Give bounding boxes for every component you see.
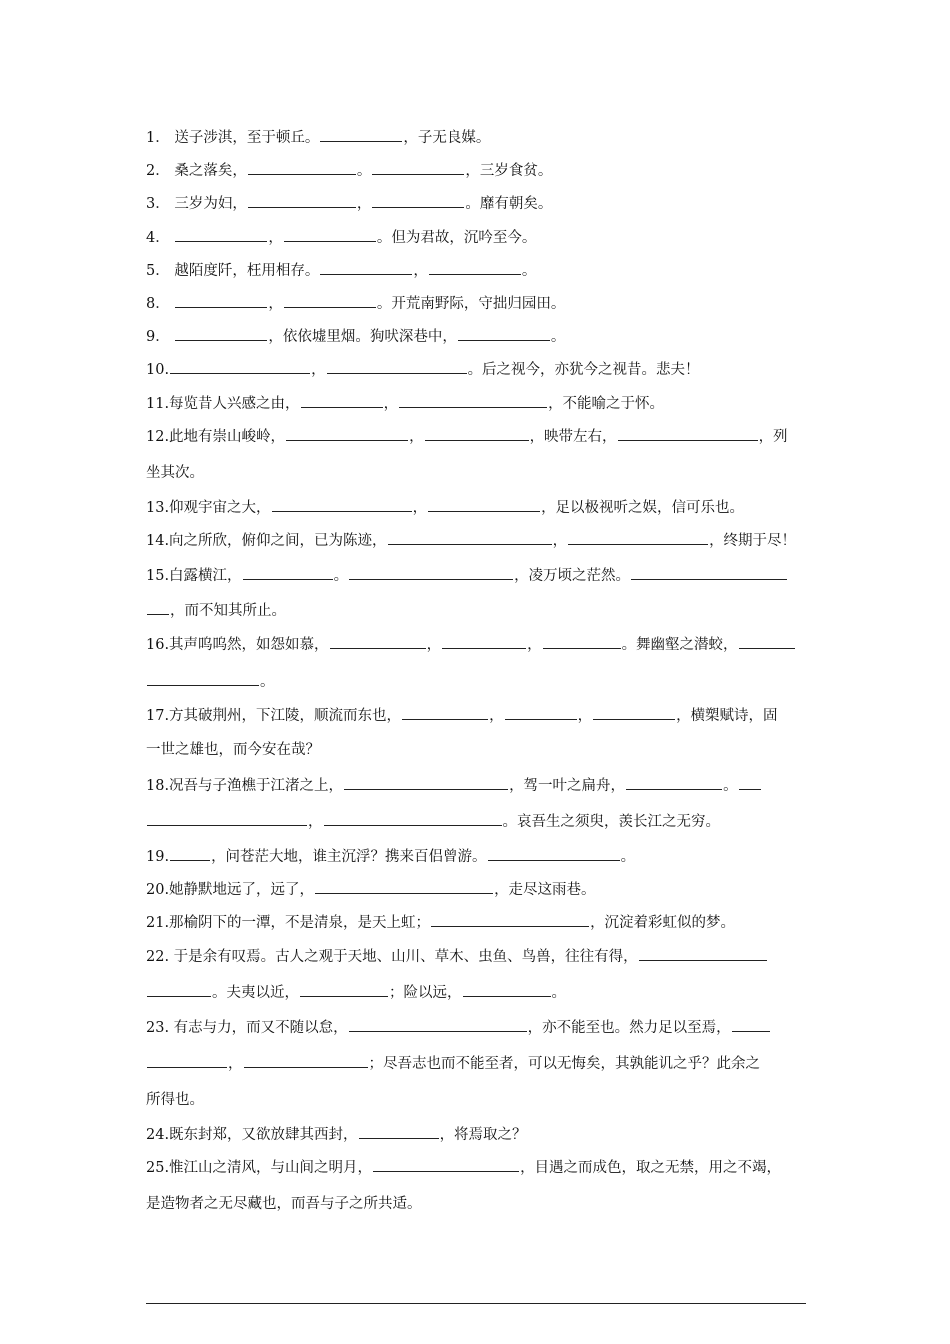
answer-blank[interactable]: [429, 260, 521, 275]
question-23-continued-2: [146, 1090, 816, 1110]
answer-blank[interactable]: [344, 775, 508, 790]
answer-blank[interactable]: [248, 160, 356, 175]
question-text: ，: [412, 500, 428, 516]
question-text: 12.此地有崇山峻岭，: [146, 429, 286, 445]
question-text: 。: [521, 263, 537, 279]
question-text: 1． 送子涉淇，至于顿丘。: [146, 130, 320, 146]
question-15-continued: [146, 600, 816, 621]
answer-blank[interactable]: [147, 1053, 227, 1068]
question-text: 。: [333, 568, 349, 584]
question-text: ，子无良媒。: [403, 130, 491, 146]
question-text: 8．: [146, 296, 175, 312]
answer-blank[interactable]: [431, 912, 589, 927]
answer-blank[interactable]: [505, 705, 577, 720]
question-text: ，沉淀着彩虹似的梦。: [590, 915, 736, 931]
question-text: ，: [489, 708, 504, 724]
question-8: [146, 293, 816, 314]
answer-blank[interactable]: [373, 1157, 519, 1172]
answer-blank[interactable]: [147, 811, 307, 826]
question-text: ，: [383, 396, 399, 412]
question-text: 坐其次。: [146, 465, 204, 481]
question-text: 24.既东封郑，又欲放肆其西封，: [146, 1127, 358, 1143]
question-text: ，终期于尽！: [709, 533, 797, 549]
question-text: ；尽吾志也而不能至者，可以无悔矣，其孰能讥之乎？此余之: [368, 1056, 760, 1072]
question-text: 16.其声呜呜然，如怨如慕，: [146, 637, 329, 653]
answer-blank[interactable]: [639, 946, 767, 961]
question-19: [146, 846, 816, 867]
question-text: 。开荒南野际，守拙归园田。: [376, 296, 566, 312]
question-text: 10.: [146, 362, 170, 378]
answer-blank[interactable]: [147, 671, 259, 686]
question-text: ，: [268, 296, 283, 312]
answer-blank[interactable]: [739, 634, 795, 649]
question-text: ，依依墟里烟。狗吠深巷中，: [268, 329, 457, 345]
answer-blank[interactable]: [243, 565, 333, 580]
answer-blank[interactable]: [324, 811, 502, 826]
question-text: 14.向之所欣，俯仰之间，已为陈迹，: [146, 533, 387, 549]
question-15: [146, 565, 816, 586]
answer-blank[interactable]: [284, 227, 376, 242]
answer-blank[interactable]: [284, 293, 376, 308]
answer-blank[interactable]: [272, 497, 412, 512]
question-text: ，: [413, 263, 428, 279]
question-text: ，足以极视听之娱，信可乐也。: [541, 500, 745, 516]
answer-blank[interactable]: [170, 846, 210, 861]
answer-blank[interactable]: [425, 426, 529, 441]
question-text: 。但为君故，沉吟至今。: [376, 230, 537, 246]
answer-blank[interactable]: [175, 227, 267, 242]
question-text: 所得也。: [146, 1092, 204, 1108]
question-21: [146, 912, 816, 933]
answer-blank[interactable]: [147, 982, 211, 997]
question-13: [146, 497, 816, 518]
question-text: 。: [723, 778, 738, 794]
question-12-continued: [146, 463, 816, 483]
answer-blank[interactable]: [244, 1053, 368, 1068]
question-text: ，将焉取之？: [439, 1127, 527, 1143]
question-text: ，: [409, 429, 424, 445]
answer-blank[interactable]: [488, 846, 620, 861]
question-4: [146, 227, 816, 248]
answer-blank[interactable]: [442, 634, 526, 649]
question-5: [146, 260, 816, 281]
question-text: 17.方其破荆州，下江陵，顺流而东也，: [146, 708, 402, 724]
question-24: [146, 1124, 816, 1145]
question-text: 。: [550, 329, 566, 345]
footer-divider: [146, 1303, 806, 1304]
answer-blank[interactable]: [372, 160, 464, 175]
question-text: 是造物者之无尽藏也，而吾与子之所共适。: [146, 1196, 422, 1212]
question-text: 22. 于是余有叹焉。古人之观于天地、山川、草木、虫鱼、鸟兽，往往有得，: [146, 949, 638, 965]
question-text: ，走尽这雨巷。: [494, 882, 596, 898]
question-text: ，: [356, 196, 372, 212]
question-text: ，: [228, 1056, 243, 1072]
question-text: 。夫夷以近，: [212, 985, 299, 1001]
question-text: 2． 桑之落矣，: [146, 163, 247, 179]
question-text: 20.她静默地远了，远了，: [146, 882, 315, 898]
question-text: 。靡有朝矣。: [465, 196, 553, 212]
answer-blank[interactable]: [301, 393, 383, 408]
question-2: [146, 160, 816, 181]
question-16-continued: [146, 671, 816, 692]
question-11: [146, 393, 816, 414]
question-text: ，目遇之而成色，取之无禁，用之不竭，: [520, 1160, 782, 1176]
answer-blank[interactable]: [388, 530, 552, 545]
question-18-continued: [146, 811, 816, 832]
question-text: ，映带左右，: [529, 429, 617, 445]
question-text: 21.那榆阴下的一潭，不是清泉，是天上虹；: [146, 915, 431, 931]
question-text: 。: [551, 985, 566, 1001]
answer-blank[interactable]: [330, 634, 426, 649]
question-text: ，驾一叶之扁舟，: [509, 778, 626, 794]
question-12: [146, 426, 816, 447]
answer-blank[interactable]: [320, 127, 402, 142]
question-text: ，三岁食贫。: [465, 163, 553, 179]
answer-blank[interactable]: [320, 260, 412, 275]
question-text: 。: [356, 163, 372, 179]
question-20: [146, 879, 816, 900]
answer-blank[interactable]: [631, 565, 787, 580]
question-text: ，: [268, 230, 283, 246]
question-16: [146, 634, 816, 655]
answer-blank[interactable]: [458, 326, 550, 341]
question-text: ，: [308, 814, 323, 830]
question-text: 11.每览昔人兴感之由，: [146, 396, 300, 412]
answer-blank[interactable]: [175, 293, 267, 308]
question-text: ，亦不能至也。然力足以至焉，: [527, 1020, 731, 1036]
question-10: [146, 359, 816, 380]
answer-blank[interactable]: [286, 426, 408, 441]
question-text: 5． 越陌度阡，枉用相存。: [146, 263, 320, 279]
question-text: 19.: [146, 849, 170, 865]
question-18: [146, 775, 816, 796]
answer-blank[interactable]: [463, 982, 551, 997]
answer-blank[interactable]: [593, 705, 675, 720]
question-text: ，横槊赋诗，固: [676, 708, 778, 724]
answer-blank[interactable]: [349, 565, 513, 580]
answer-blank[interactable]: [428, 497, 540, 512]
question-text: ，而不知其所止。: [170, 603, 286, 619]
question-text: 。: [620, 849, 636, 865]
question-text: ，: [311, 362, 326, 378]
question-text: 15.白露横江，: [146, 568, 242, 584]
question-9: [146, 326, 816, 347]
answer-blank[interactable]: [568, 530, 708, 545]
question-23-continued: [146, 1053, 816, 1074]
question-text: ，: [426, 637, 442, 653]
question-text: 一世之雄也，而今安在哉？: [146, 742, 320, 758]
question-text: 13.仰观宇宙之大，: [146, 500, 271, 516]
answer-blank[interactable]: [399, 393, 547, 408]
question-22: [146, 946, 816, 967]
question-text: ，列: [758, 429, 788, 445]
question-text: ，问苍茫大地，谁主沉浮？携来百侣曾游。: [211, 849, 487, 865]
question-text: 18.况吾与子渔樵于江渚之上，: [146, 778, 344, 794]
question-text: 4．: [146, 230, 175, 246]
question-22-continued: [146, 982, 816, 1003]
question-3: [146, 193, 816, 214]
question-text: 。后之视今，亦犹今之视昔。悲夫！: [467, 362, 700, 378]
question-text: ，凌万顷之茫然。: [514, 568, 631, 584]
answer-blank[interactable]: [402, 705, 488, 720]
answer-blank[interactable]: [327, 359, 467, 374]
question-text: 。舞幽壑之潜蛟，: [621, 637, 738, 653]
question-text: ，: [527, 637, 542, 653]
question-text: ，: [552, 533, 568, 549]
question-25: [146, 1157, 816, 1178]
answer-blank[interactable]: [175, 326, 267, 341]
question-17-continued: [146, 740, 816, 760]
answer-blank[interactable]: [170, 359, 310, 374]
answer-blank[interactable]: [618, 426, 758, 441]
question-23: [146, 1017, 816, 1038]
answer-blank[interactable]: [732, 1017, 770, 1032]
question-text: 。: [260, 674, 275, 690]
question-17: [146, 705, 816, 726]
question-1: [146, 127, 816, 148]
answer-blank[interactable]: [349, 1017, 527, 1032]
answer-blank[interactable]: [739, 775, 761, 790]
answer-blank[interactable]: [315, 879, 493, 894]
question-text: 。哀吾生之须臾，羡长江之无穷。: [502, 814, 720, 830]
question-text: ，: [577, 708, 593, 724]
question-text: 23. 有志与力，而又不随以怠，: [146, 1020, 348, 1036]
answer-blank[interactable]: [626, 775, 722, 790]
answer-blank[interactable]: [359, 1124, 439, 1139]
question-text: 3． 三岁为妇，: [146, 196, 247, 212]
answer-blank[interactable]: [248, 193, 356, 208]
answer-blank[interactable]: [147, 600, 169, 615]
question-text: 9．: [146, 329, 175, 345]
question-14: [146, 530, 816, 551]
question-25-continued: [146, 1194, 816, 1214]
question-text: ；险以远，: [389, 985, 462, 1001]
answer-blank[interactable]: [543, 634, 621, 649]
question-text: ，不能喻之于怀。: [548, 396, 665, 412]
question-text: 25.惟江山之清风，与山间之明月，: [146, 1160, 373, 1176]
answer-blank[interactable]: [372, 193, 464, 208]
answer-blank[interactable]: [300, 982, 388, 997]
